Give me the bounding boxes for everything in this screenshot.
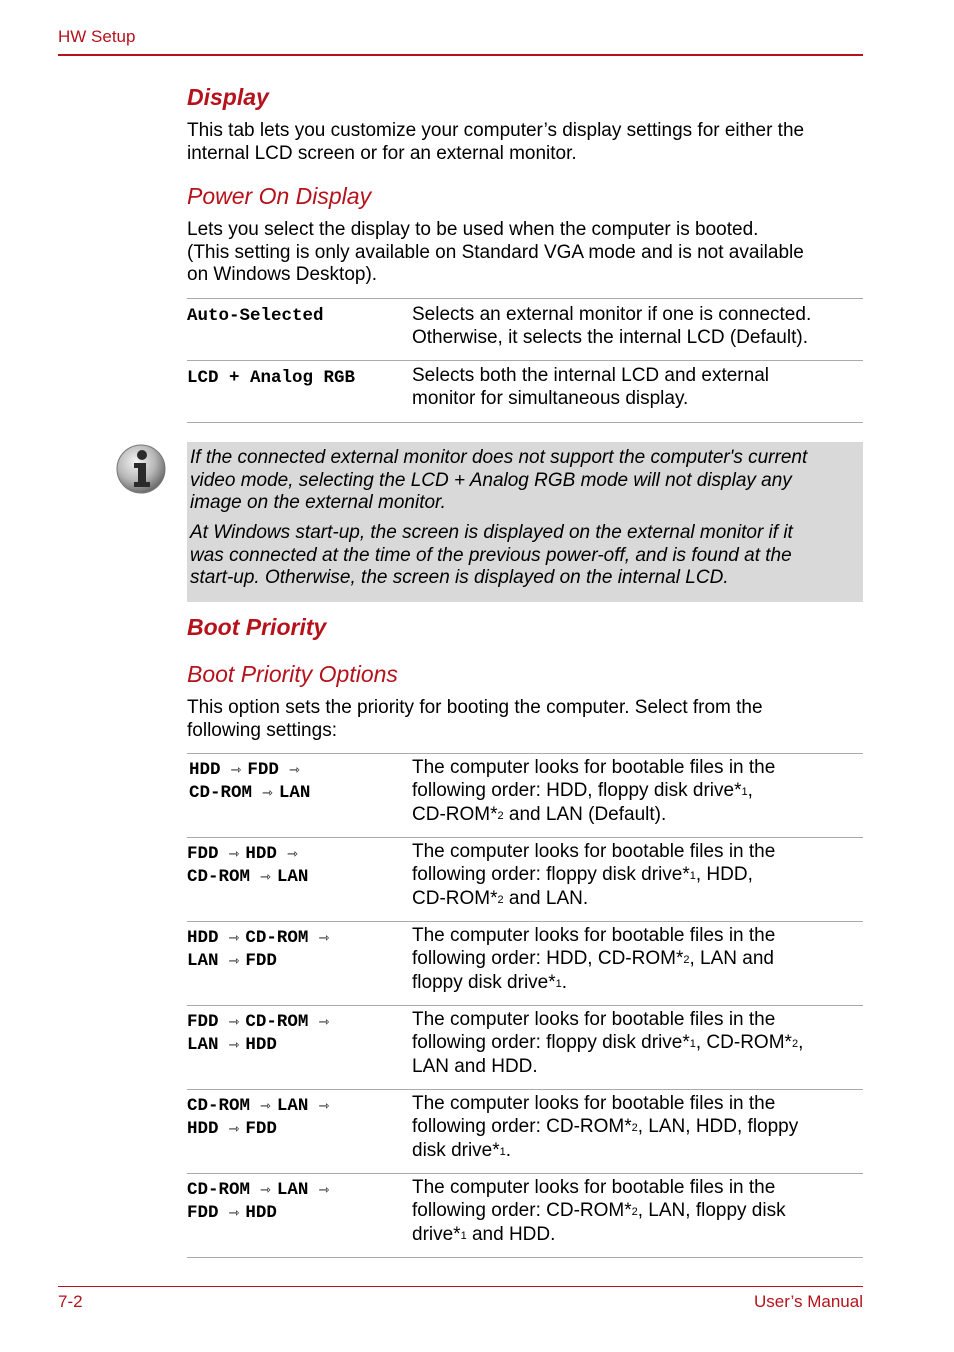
footnote-marker: 1: [741, 785, 748, 798]
table-row: [187, 1090, 863, 1174]
device-name: LAN: [276, 867, 309, 887]
option-name: LCD + Analog RGB: [187, 368, 356, 388]
description-line: [412, 864, 862, 889]
footnote-marker: 2: [497, 894, 504, 906]
option-description: [412, 1177, 862, 1249]
device-name: FDD: [187, 1203, 219, 1223]
boot-priority-options-heading: Boot Priority Options: [187, 661, 398, 687]
footnote-marker: 1: [460, 1230, 467, 1242]
description-line: [412, 972, 862, 997]
manual-title: User’s Manual: [754, 1292, 863, 1311]
description-line: [412, 1140, 862, 1165]
sequence-line: [187, 866, 308, 889]
description-text: ,: [747, 779, 753, 801]
device-name: CD-ROM: [245, 1012, 309, 1032]
note-paragraph: [190, 522, 860, 590]
description-text: following order: CD-ROM*: [412, 1115, 632, 1137]
description-text: The computer looks for bootable files in the: [412, 1093, 776, 1114]
power-on-display-heading: Power On Display: [187, 183, 372, 209]
description-line: [412, 1224, 862, 1249]
device-name: HDD: [187, 928, 219, 948]
arrow-icon: ⇾: [318, 931, 330, 946]
device-name: FDD: [247, 760, 279, 780]
arrow-icon: ⇾: [228, 954, 240, 969]
option-name: Auto-Selected: [187, 306, 324, 326]
description-text: and LAN.: [503, 888, 589, 909]
arrow-icon: ⇾: [260, 1183, 271, 1198]
description-line: [412, 948, 862, 973]
note-line: start-up. Otherwise, the screen is displayed on the internal LCD.: [190, 567, 729, 588]
boot-order-sequence: [187, 1179, 335, 1225]
sequence-line: [189, 759, 310, 782]
description-line: on Windows Desktop).: [187, 264, 378, 285]
description-text: The computer looks for bootable files in the: [412, 1177, 776, 1198]
description-line: monitor for simultaneous display.: [412, 387, 689, 409]
info-icon: [115, 443, 167, 495]
description-text: , LAN, HDD, floppy: [637, 1115, 799, 1137]
device-name: CD-ROM: [245, 928, 309, 948]
sequence-line: [187, 1202, 335, 1225]
sequence-line: [187, 1179, 335, 1202]
description-line: following settings:: [187, 719, 337, 741]
description-text: , CD-ROM*: [695, 1031, 792, 1053]
description-line: (This setting is only available on Standard VGA mode and is not available: [187, 241, 804, 263]
boot-priority-heading: Boot Priority: [187, 614, 327, 640]
device-name: HDD: [245, 1035, 277, 1055]
table-row: [187, 361, 863, 423]
arrow-icon: ⇾: [228, 1038, 240, 1053]
description-line: [412, 804, 862, 829]
table-row: [187, 298, 863, 361]
table-row: [187, 922, 863, 1006]
device-name: HDD: [187, 1119, 219, 1139]
boot-order-sequence: [187, 843, 308, 889]
description-text: drive*: [412, 1224, 461, 1245]
description-text: , HDD,: [695, 863, 753, 885]
description-line: [412, 888, 862, 913]
display-intro-line: This tab lets you customize your computer’s display settings for either the: [187, 120, 805, 141]
option-description: [412, 304, 862, 349]
arrow-icon: ⇾: [318, 1099, 330, 1114]
device-name: LAN: [276, 1180, 309, 1200]
device-name: LAN: [278, 783, 311, 803]
note-paragraph: [190, 447, 860, 515]
footnote-marker: 2: [791, 1037, 799, 1050]
arrow-icon: ⇾: [228, 1122, 240, 1137]
footer-rule: [58, 1286, 863, 1287]
description-line: [412, 1056, 862, 1079]
device-name: CD-ROM: [187, 1096, 251, 1116]
description-text: disk drive*: [412, 1140, 500, 1161]
footnote-marker: 1: [689, 1037, 696, 1050]
power-on-display-table: [187, 298, 863, 423]
device-name: HDD: [245, 1203, 277, 1223]
description-text: The computer looks for bootable files in the: [412, 1009, 776, 1030]
description-text: following order: HDD, CD-ROM*: [412, 947, 684, 969]
device-name: HDD: [245, 844, 277, 864]
device-name: FDD: [245, 1119, 277, 1139]
footnote-marker: 2: [497, 810, 504, 822]
description-line: [412, 1200, 862, 1225]
boot-order-sequence: [187, 1011, 335, 1057]
power-on-display-description: [187, 219, 863, 287]
sequence-line: [187, 1011, 335, 1034]
description-text: The computer looks for bootable files in the: [412, 841, 776, 862]
device-name: LAN: [187, 1035, 219, 1055]
arrow-icon: ⇾: [288, 763, 300, 778]
description-text: following order: CD-ROM*: [412, 1199, 632, 1221]
arrow-icon: ⇾: [318, 1183, 330, 1198]
sequence-line: [187, 927, 335, 950]
description-text: CD-ROM*: [412, 804, 498, 825]
arrow-icon: ⇾: [230, 763, 242, 778]
description-text: following order: floppy disk drive*: [412, 1031, 690, 1053]
device-name: CD-ROM: [187, 867, 251, 887]
footnote-marker: 2: [631, 1205, 638, 1218]
description-text: , LAN and: [689, 947, 774, 969]
device-name: CD-ROM: [187, 1180, 251, 1200]
description-text: CD-ROM*: [412, 888, 498, 909]
note-line: At Windows start-up, the screen is displayed on the external monitor if it: [190, 522, 793, 543]
arrow-icon: ⇾: [318, 1015, 330, 1030]
device-name: LAN: [187, 951, 219, 971]
table-row: [187, 838, 863, 922]
description-line: Selects an external monitor if one is connected.: [412, 304, 812, 325]
description-text: The computer looks for bootable files in the: [412, 925, 776, 946]
option-description: [412, 1009, 862, 1079]
arrow-icon: ⇾: [228, 931, 240, 946]
boot-order-sequence: [187, 1095, 335, 1141]
table-row: [187, 1006, 863, 1090]
boot-priority-table: [187, 753, 863, 1258]
boot-priority-description: [187, 697, 863, 742]
description-text: LAN and HDD.: [412, 1056, 538, 1077]
arrow-icon: ⇾: [228, 1015, 240, 1030]
description-line: [412, 1032, 862, 1057]
sequence-line: [187, 1095, 335, 1118]
description-text: , LAN, floppy disk: [637, 1199, 786, 1221]
note-line: image on the external monitor.: [190, 492, 446, 513]
arrow-icon: ⇾: [260, 1099, 271, 1114]
boot-order-sequence: [187, 927, 335, 973]
option-description: [412, 925, 862, 997]
description-line: [412, 841, 862, 864]
sequence-line: [187, 950, 335, 973]
description-text: following order: floppy disk drive*: [412, 863, 690, 885]
device-name: HDD: [189, 760, 221, 780]
sequence-line: [187, 1118, 335, 1141]
sequence-line: [189, 782, 310, 805]
footnote-marker: 1: [555, 978, 562, 990]
option-description: [412, 757, 862, 829]
header-rule: [58, 54, 863, 56]
description-line: [412, 1116, 862, 1141]
description-text: ,: [798, 1031, 804, 1053]
option-description: [412, 365, 862, 410]
device-name: LAN: [276, 1096, 309, 1116]
description-text: and HDD.: [466, 1224, 556, 1245]
device-name: CD-ROM: [189, 783, 253, 803]
description-line: Otherwise, it selects the internal LCD (Default).: [412, 326, 808, 348]
arrow-icon: ⇾: [262, 786, 273, 801]
description-text: .: [561, 972, 568, 993]
running-header: HW Setup: [58, 27, 136, 46]
display-heading: Display: [187, 84, 269, 110]
device-name: FDD: [187, 1012, 219, 1032]
device-name: FDD: [187, 844, 219, 864]
description-text: following order: HDD, floppy disk drive*: [412, 779, 742, 801]
description-line: [412, 757, 862, 780]
note-box: [187, 442, 863, 602]
page-number: 7-2: [58, 1292, 83, 1311]
description-line: Lets you select the display to be used when the computer is booted.: [187, 219, 759, 240]
device-name: FDD: [245, 951, 277, 971]
display-intro: [187, 120, 863, 165]
note-line: video mode, selecting the LCD + Analog RGB mode will not display any: [190, 469, 792, 491]
display-intro-line: internal LCD screen or for an external monitor.: [187, 142, 577, 164]
note-line: If the connected external monitor does not support the computer's current: [190, 447, 808, 468]
arrow-icon: ⇾: [286, 847, 298, 862]
arrow-icon: ⇾: [228, 847, 240, 862]
description-line: [412, 1009, 862, 1032]
arrow-icon: ⇾: [260, 870, 271, 885]
footnote-marker: 1: [689, 869, 696, 882]
description-line: Selects both the internal LCD and external: [412, 365, 769, 386]
description-text: .: [505, 1140, 512, 1161]
boot-order-sequence: [189, 759, 310, 805]
description-line: [412, 925, 862, 948]
footnote-marker: 2: [631, 1121, 638, 1134]
description-line: [412, 1093, 862, 1116]
footnote-marker: 2: [683, 953, 690, 966]
description-text: The computer looks for bootable files in the: [412, 757, 776, 778]
description-text: floppy disk drive*: [412, 972, 556, 993]
description-line: [412, 1177, 862, 1200]
table-row: [187, 753, 863, 838]
footnote-marker: 1: [499, 1146, 506, 1158]
option-description: [412, 1093, 862, 1165]
arrow-icon: ⇾: [228, 1206, 240, 1221]
table-row: [187, 1174, 863, 1258]
description-line: [412, 780, 862, 805]
description-line: This option sets the priority for booting the computer. Select from the: [187, 697, 763, 718]
option-description: [412, 841, 862, 913]
note-line: was connected at the time of the previous power-off, and is found at the: [190, 544, 792, 566]
description-text: and LAN (Default).: [503, 804, 667, 825]
sequence-line: [187, 1034, 335, 1057]
sequence-line: [187, 843, 308, 866]
